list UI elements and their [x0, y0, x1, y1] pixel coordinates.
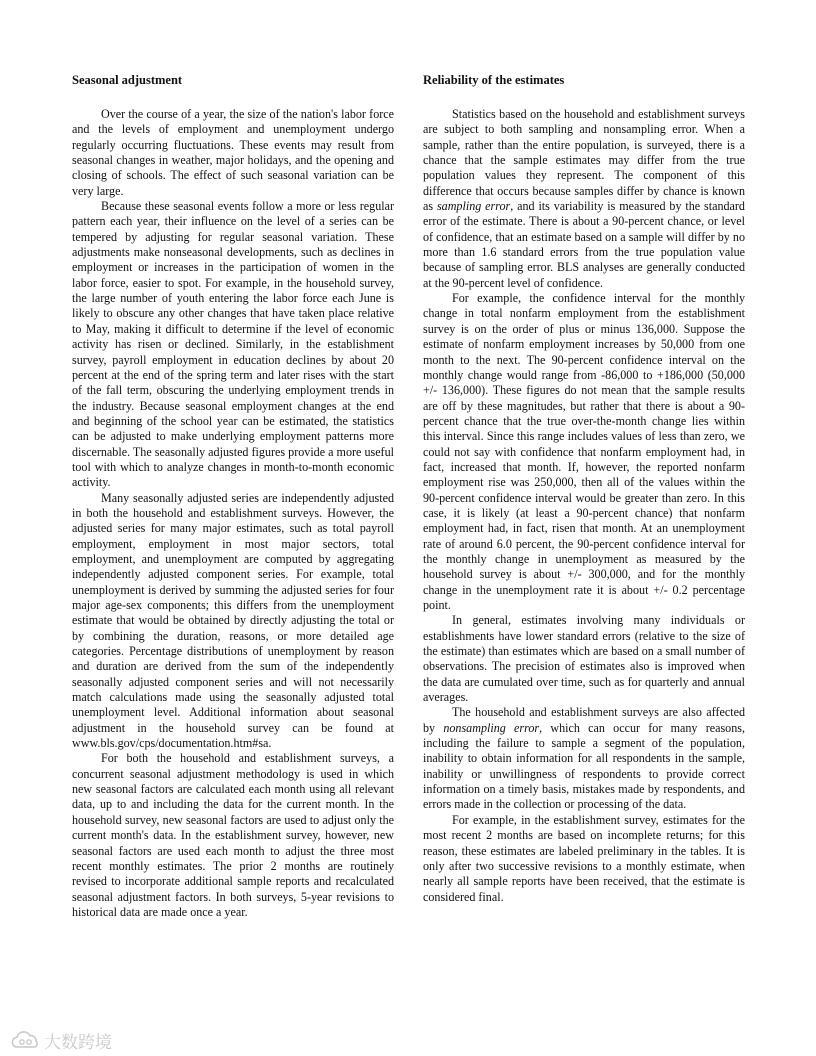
section-heading-seasonal-adjustment: Seasonal adjustment	[72, 73, 183, 87]
paragraph: For example, the confidence interval for the monthly change in total nonfarm employment from the establishment survey is on the order of plus or minus 136,000. Suppose the estimate of nonfarm employment increases by 50,000 from one month to the next. The 90-percent confidence interval on the monthly change would range from -86,000 to +186,000 (50,000 +/- 136,000). These figures do not mean that the sample results are off by these magnitudes, but rather that there is about a 90-percent chance that the true over-the-month change lies within this interval. Since this range includes values of less than zero, we could not say with confidence that nonfarm employment had, in fact, increased that month. If, however, the reported nonfarm employment rise was 250,000, then all of the values within the 90-percent confidence interval would be greater than zero. In this case, it is likely (at least a 90-percent chance) that nonfarm employment had, in fact, risen that month. At an unemployment rate of around 6.0 percent, the 90-percent confidence interval for the monthly change in unemployment as measured by the household survey is about +/- 300,000, and for the monthly change in the unemployment rate it is about +/- 0.2 percentage point.	[423, 291, 745, 612]
paragraph: Many seasonally adjusted series are independently adjusted in both the household and establishment surveys. However, the adjusted series for many major estimates, such as total payroll employment, employment in most major sectors, total employment, and unemployment are computed by aggregating independently adjusted component series. For example, total unemployment is derived by summing the adjusted series for four major age-sex components; this differs from the unemployment estimate that would be obtained by directly adjusting the total or by combining the duration, reasons, or more detailed age categories. Percentage distributions of unemployment by reason and duration are derived from the sum of the independently seasonally adjusted component series and will not necessarily match calculations made using the seasonally adjusted total unemployment level. Additional information about seasonal adjustment in the household survey can be found at www.bls.gov/cps/documentation.htm#sa.	[72, 490, 394, 751]
paragraph: Statistics based on the household and establishment surveys are subject to both sampling and nonsampling error. When a sample, rather than the entire population, is surveyed, there is a chance that the sample estimates may differ from the true population values they represent. The component of this difference that occurs because samples differ by chance is known as sampling error, and its variability is measured by the standard error of the estimate. There is about a 90-percent chance, or level of confidence, that an estimate based on a sample will differ by no more than 1.6 standard errors from the true population value because of sampling error. BLS analyses are generally conducted at the 90-percent level of confidence.	[423, 107, 745, 290]
watermark	[8, 1028, 112, 1053]
paragraph: Because these seasonal events follow a more or less regular pattern each year, their influence on the level of a series can be tempered by adjusting for regular seasonal variation. These adjustments make nonseasonal developments, such as declines in employment or increases in the participation of women in the labor force, easier to spot. For example, in the household survey, the large number of youth entering the labor force each June is likely to obscure any other changes that have taken place relative to May, making it difficult to determine if the level of economic activity has risen or declined. Similarly, in the establishment survey, payroll employment in education declines by about 20 percent at the end of the spring term and later rises with the start of the fall term, obscuring the underlying employment trends in the industry. Because seasonal employment changes at the end and beginning of the school year can be estimated, the statistics can be adjusted to make underlying employment patterns more discernable. The seasonally adjusted figures provide a more useful tool with which to analyze changes in month-to-month economic activity.	[72, 199, 394, 490]
paragraph: The household and establishment surveys are also affected by nonsampling error, which can occur for many reasons, including the failure to sample a segment of the population, inability to obtain information for all respondents in the sample, inability or unwillingness of respondents to provide correct information on a timely basis, mistakes made by respondents, and errors made in the collection or processing of the data.	[423, 705, 745, 812]
paragraph: For example, in the establishment survey, estimates for the most recent 2 months are based on incomplete returns; for this reason, these estimates are labeled preliminary in the tables. It is only after two successive revisions to a monthly estimate, when nearly all sample reports have been received, that the estimate is considered final.	[423, 812, 745, 904]
section-heading-reliability: Reliability of the estimates	[423, 73, 565, 87]
watermark-text: 大数跨境	[44, 1033, 112, 1053]
right-column	[423, 72, 745, 905]
paragraph: For both the household and establishment surveys, a concurrent seasonal adjustment methodology is used in which new seasonal factors are calculated each month using all relevant data, up to and including the data for the current month. In the household survey, new seasonal factors are used to adjust only the current month's data. In the establishment survey, however, new seasonal factors are used each month to adjust the three most recent monthly estimates. The prior 2 months are routinely revised to incorporate additional sample reports and recalculated seasonal adjustment factors. In both surveys, 5-year revisions to historical data are made once a year.	[72, 751, 394, 919]
term-nonsampling-error: nonsampling error	[443, 720, 540, 735]
paragraph: In general, estimates involving many individuals or establishments have lower standard errors (relative to the size of the estimate) than estimates which are based on a small number of observations. The precision of estimates also is improved when the data are cumulated over time, such as for quarterly and annual averages.	[423, 613, 745, 705]
paragraph: Over the course of a year, the size of the nation's labor force and the levels of employment and unemployment undergo regularly occurring fluctuations. These events may result from seasonal changes in weather, major holidays, and the opening and closing of schools. The effect of such seasonal variation can be very large.	[72, 107, 394, 198]
cloud-logo-icon	[8, 1030, 42, 1052]
term-sampling-error: sampling error	[436, 199, 511, 214]
left-column	[72, 72, 394, 920]
